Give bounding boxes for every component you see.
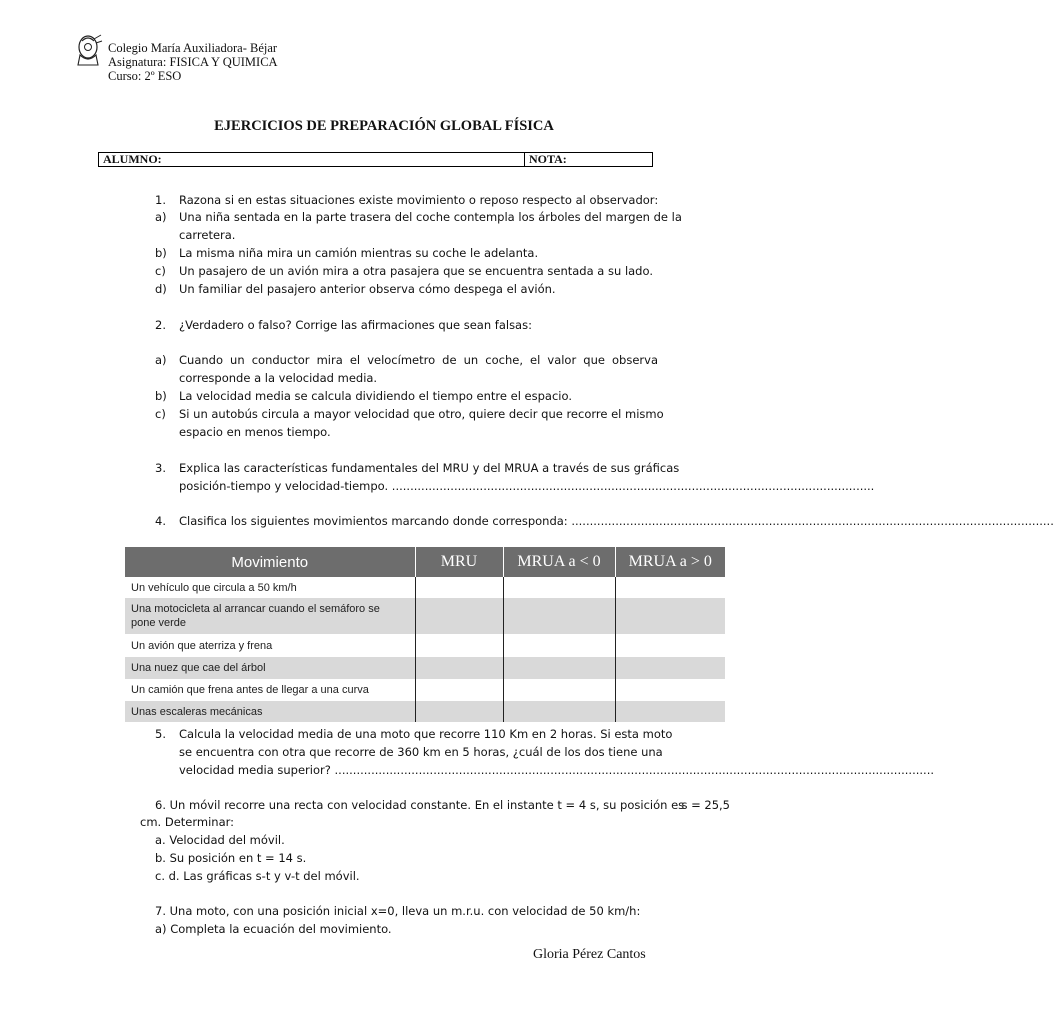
q1-number: 1. — [155, 193, 166, 207]
q1-a-label: a) — [155, 210, 167, 224]
mrua-neg-cell[interactable] — [503, 634, 615, 657]
q5-text-cont2: velocidad media superior? — [179, 763, 331, 777]
course-name: Curso: 2º ESO — [108, 69, 182, 83]
page-title: EJERCICIOS DE PREPARACIÓN GLOBAL FÍSICA — [214, 118, 554, 134]
mrua-pos-cell[interactable] — [615, 598, 725, 634]
mrua-pos-cell[interactable] — [615, 657, 725, 679]
table-row — [125, 634, 725, 657]
row-label: Un vehículo que circula a 50 km/h — [125, 577, 415, 598]
q2-a-text-cont: corresponde a la velocidad media. — [179, 371, 378, 385]
mru-cell[interactable] — [415, 634, 503, 657]
q2-number: 2. — [155, 318, 166, 332]
header-mrua-neg: MRUA a < 0 — [503, 547, 615, 577]
q2-c-label: c) — [155, 407, 166, 421]
q2-c-text: Si un autobús circula a mayor velocidad que otro, quiere decir que recorre el mismo — [179, 407, 664, 421]
row-label: Unas escaleras mecánicas — [125, 701, 415, 722]
q1-text: Razona si en estas situaciones existe movimiento o reposo respecto al observador: — [179, 193, 659, 207]
student-box-divider — [524, 152, 525, 167]
q6-item-b: b. Su posición en t = 14 s. — [155, 851, 307, 865]
movement-table — [125, 547, 725, 722]
row-label-line1: Una motocicleta al arrancar cuando el semáforo se — [131, 603, 380, 615]
q5-answer-line: velocidad media superior? .................................................................................................................................................................... — [179, 763, 935, 777]
q4-answer-line: Clasifica los siguientes movimientos marcando donde corresponda: .................................................................................................................................... — [179, 514, 1054, 528]
q5-text: Calcula la velocidad media de una moto que recorre 110 Km en 2 horas. Si esta moto — [179, 727, 673, 741]
mrua-neg-cell[interactable] — [503, 577, 615, 598]
table-header-row — [125, 547, 725, 577]
mrua-neg-cell[interactable] — [503, 598, 615, 634]
student-info-box — [98, 152, 653, 167]
q2-b-label: b) — [155, 389, 167, 403]
mrua-pos-cell[interactable] — [615, 634, 725, 657]
q7-text: 7. Una moto, con una posición inicial x=0, lleva un m.r.u. con velocidad de 50 km/h: — [155, 904, 641, 918]
q2-a-text: Cuando un conductor mira el velocímetro de un coche, el valor que observa — [179, 353, 658, 367]
mru-cell[interactable] — [415, 598, 503, 634]
q7-item-a: a) Completa la ecuación del movimiento. — [155, 922, 392, 936]
q2-c-text-cont: espacio en menos tiempo. — [179, 425, 331, 439]
q6-text-end: s = 25,5 — [681, 798, 730, 812]
q1-d-text: Un familiar del pasajero anterior observa cómo despega el avión. — [179, 282, 556, 296]
mrua-neg-cell[interactable] — [503, 679, 615, 701]
q3-text: Explica las características fundamentales del MRU y del MRUA a través de sus gráficas — [179, 461, 680, 475]
row-label: Una nuez que cae del árbol — [125, 657, 415, 679]
q6-item-a: a. Velocidad del móvil. — [155, 833, 285, 847]
table-row — [125, 598, 725, 634]
row-label: Un camión que frena antes de llegar a una curva — [125, 679, 415, 701]
header-mrua-pos: MRUA a > 0 — [615, 547, 725, 577]
mrua-pos-cell[interactable] — [615, 577, 725, 598]
mrua-neg-cell[interactable] — [503, 701, 615, 722]
mru-cell[interactable] — [415, 679, 503, 701]
mrua-pos-cell[interactable] — [615, 701, 725, 722]
q2-b-text: La velocidad media se calcula dividiendo el tiempo entre el espacio. — [179, 389, 572, 403]
author-signature: Gloria Pérez Cantos — [533, 947, 646, 962]
table-row — [125, 657, 725, 679]
q1-c-text: Un pasajero de un avión mira a otra pasajera que se encuentra sentada a su lado. — [179, 264, 653, 278]
q6-text-cont: cm. Determinar: — [140, 815, 235, 829]
q2-a-label: a) — [155, 353, 167, 367]
q4-number: 4. — [155, 514, 166, 528]
mrua-pos-cell[interactable] — [615, 679, 725, 701]
q5-number: 5. — [155, 727, 166, 741]
q6-text: 6. Un móvil recorre una recta con velocidad constante. En el instante t = 4 s, su posición es — [155, 798, 685, 812]
table-row — [125, 701, 725, 722]
q5-text-cont: se encuentra con otra que recorre de 360 km en 5 horas, ¿cuál de los dos tiene una — [179, 745, 663, 759]
q1-c-label: c) — [155, 264, 166, 278]
q4-text: Clasifica los siguientes movimientos marcando donde corresponda: — [179, 514, 568, 528]
mrua-neg-cell[interactable] — [503, 657, 615, 679]
mru-cell[interactable] — [415, 701, 503, 722]
q6-item-c: c. d. Las gráficas s-t y v-t del móvil. — [155, 869, 360, 883]
header-movimiento: Movimiento — [125, 547, 415, 577]
q1-d-label: d) — [155, 282, 167, 296]
row-label-line2: pone verde — [131, 617, 187, 629]
q1-a-text-cont: carretera. — [179, 228, 236, 242]
school-logo — [74, 33, 104, 67]
q3-text-cont: posición-tiempo y velocidad-tiempo. — [179, 479, 389, 493]
q1-b-label: b) — [155, 246, 167, 260]
q3-answer-line: posición-tiempo y velocidad-tiempo. .................................................................................................................................... — [179, 479, 875, 493]
subject-name: Asignatura: FISICA Y QUIMICA — [108, 55, 278, 69]
mru-cell[interactable] — [415, 657, 503, 679]
table-row — [125, 679, 725, 701]
row-label: Un avión que aterriza y frena — [125, 634, 415, 657]
mru-cell[interactable] — [415, 577, 503, 598]
q1-a-text: Una niña sentada en la parte trasera del coche contempla los árboles del margen de la — [179, 210, 682, 224]
school-name: Colegio María Auxiliadora- Béjar — [108, 41, 278, 55]
nota-label: NOTA: — [529, 152, 567, 166]
q1-b-text: La misma niña mira un camión mientras su coche le adelanta. — [179, 246, 539, 260]
q3-number: 3. — [155, 461, 166, 475]
q2-text: ¿Verdadero o falso? Corrige las afirmaciones que sean falsas: — [179, 318, 532, 332]
header-mru: MRU — [415, 547, 503, 577]
table-row — [125, 577, 725, 598]
row-label — [125, 598, 415, 634]
alumno-label: ALUMNO: — [103, 152, 162, 166]
